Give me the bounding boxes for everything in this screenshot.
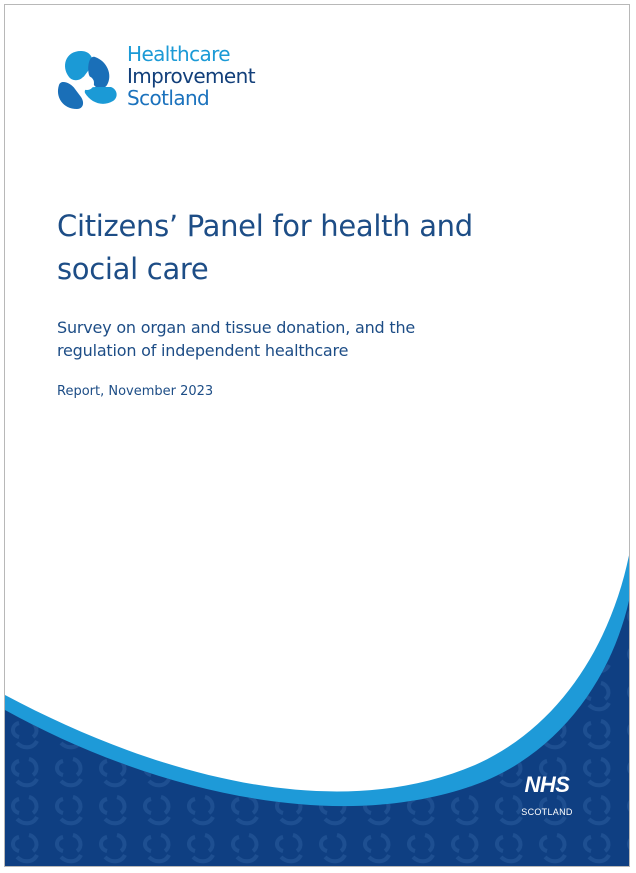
logo-wordmark (127, 43, 255, 109)
logo-line-healthcare: Healthcare (127, 42, 231, 66)
document-title (57, 205, 577, 291)
title-line-1: Citizens’ Panel for health and (57, 209, 473, 243)
healthcare-improvement-scotland-knot-icon (51, 47, 121, 113)
nhs-scotland-logo (515, 773, 579, 818)
subtitle-line-2: regulation of independent healthcare (57, 341, 349, 360)
nhs-scotland-text: SCOTLAND (521, 807, 573, 817)
nhs-logo-text: NHS (524, 772, 570, 797)
healthcare-improvement-scotland-logo (51, 43, 281, 123)
subtitle-line-1: Survey on organ and tissue donation, and the (57, 318, 416, 337)
logo-line-scotland: Scotland (127, 86, 210, 110)
document-subtitle (57, 316, 577, 362)
report-date: Report, November 2023 (57, 384, 214, 399)
report-cover-page (4, 4, 630, 867)
logo-line-improvement: Improvement (127, 64, 255, 88)
title-line-2: social care (57, 252, 209, 286)
